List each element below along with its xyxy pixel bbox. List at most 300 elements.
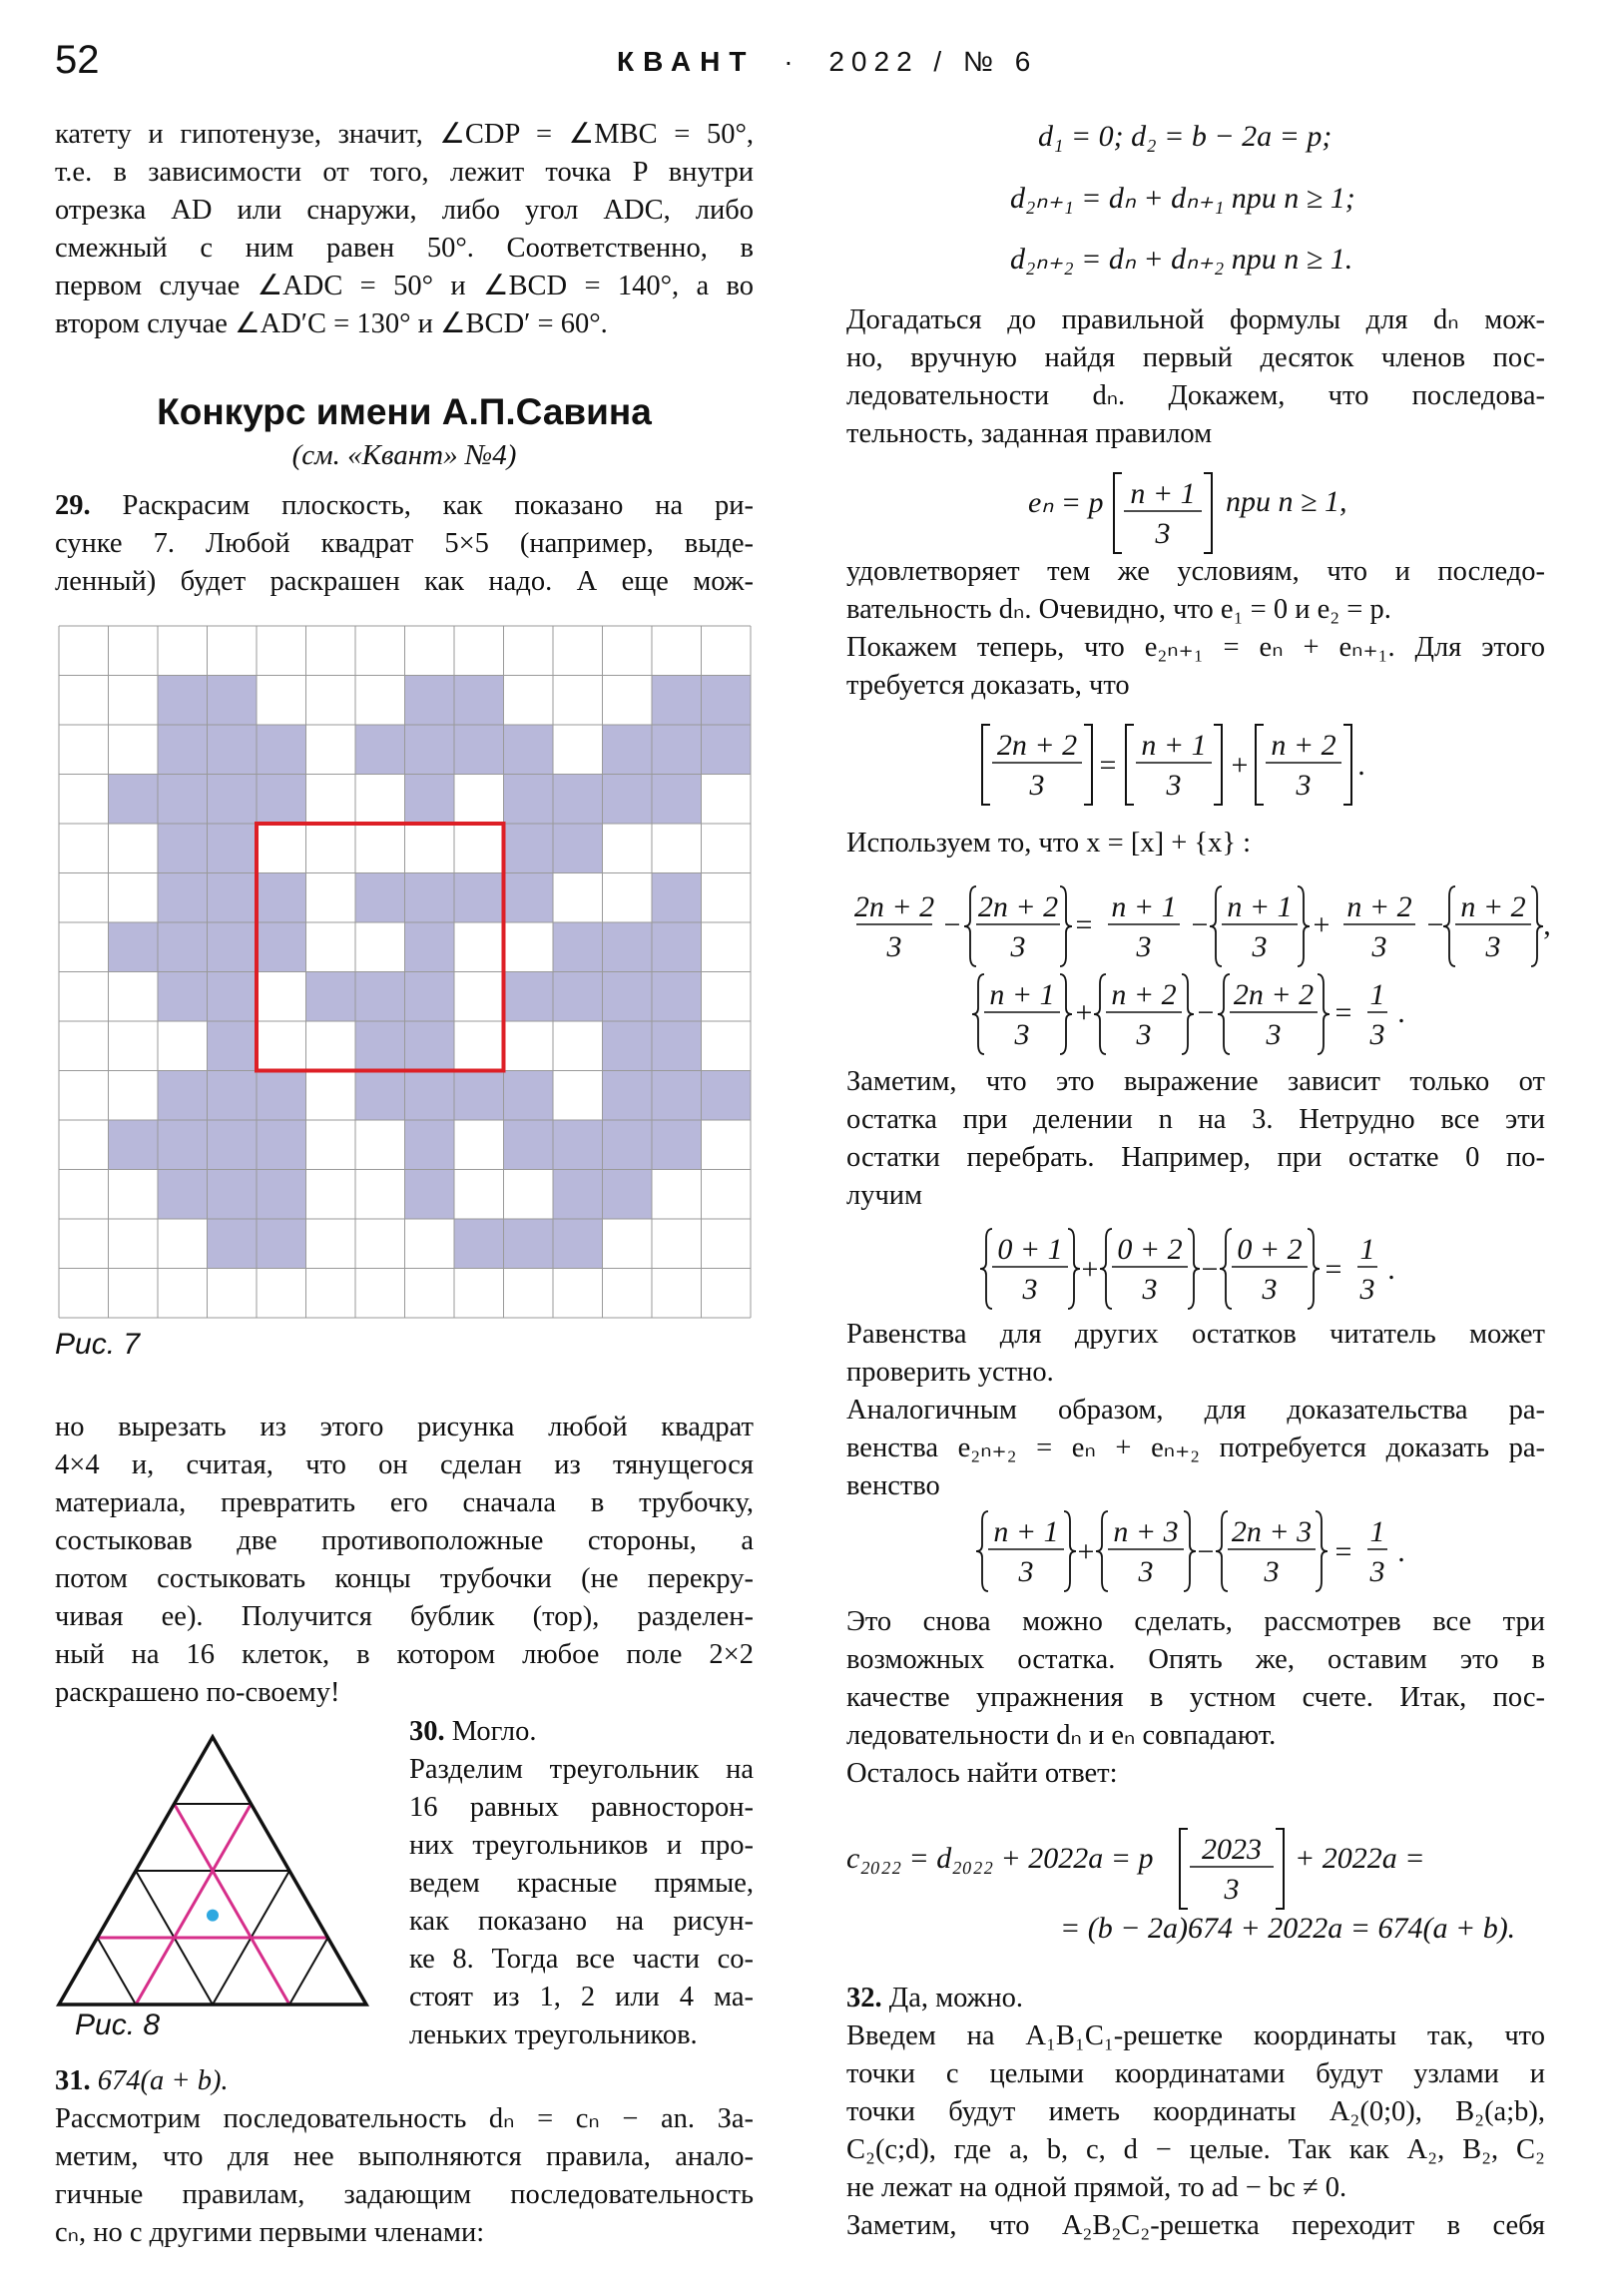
formula-operator: − [1197, 996, 1215, 1029]
formula-operator: − [943, 908, 961, 941]
formula-operator: − [1191, 908, 1209, 941]
fraction-numerator: n + 1 [1141, 729, 1207, 762]
text-line: венство [846, 1470, 940, 1501]
text-line: ленный) будет раскрашен как надо. А еще мож- [55, 566, 754, 597]
shaded-cell [504, 972, 554, 1022]
shaded-cell [405, 922, 455, 972]
fraction-numerator: 2n + 2 [977, 890, 1059, 923]
floor-bracket-right [1084, 725, 1092, 805]
text-line: сунке 7. Любой квадрат 5×5 (например, выде- [55, 528, 754, 559]
text-line: 4×4 и, считая, что он сделан из тянущегося [55, 1449, 754, 1480]
fraction-numerator: n + 2 [1460, 890, 1526, 923]
fraction-denominator: 3 [1022, 1273, 1038, 1306]
shaded-cell [355, 1021, 405, 1071]
formula-operator: . [1357, 749, 1365, 782]
fraction-numerator: 2n + 2 [1233, 978, 1315, 1011]
brace-left [1218, 974, 1230, 1054]
fraction-denominator: 3 [1014, 1018, 1030, 1051]
problem-30-text [409, 1713, 754, 2054]
text-line: Покажем теперь, что e₂ₙ₊₁ = eₙ + eₙ₊₁. Для этого [846, 632, 1545, 663]
red-line [175, 1804, 290, 2005]
brace-right [1298, 886, 1310, 966]
fraction-numerator: n + 2 [1271, 729, 1336, 762]
problem-number: 31. [55, 2065, 91, 2096]
brace-left [1220, 1229, 1232, 1309]
text-line [409, 1713, 754, 1751]
brace-right [1064, 1511, 1076, 1591]
text-span: Могло. [451, 1716, 537, 1747]
shaded-cell [504, 1071, 554, 1121]
fraction-numerator: n + 1 [1227, 890, 1293, 923]
shaded-cell [355, 1071, 405, 1121]
final-formula-fraction [1176, 1825, 1292, 1915]
text-line: лучим [846, 1180, 923, 1211]
fraction-denominator: 3 [886, 930, 902, 963]
problem-answer: 674(a + b). [97, 2065, 229, 2096]
red-line [136, 1804, 252, 2005]
brace-left [1094, 974, 1106, 1054]
shaded-cell [208, 1170, 258, 1220]
fraction-numerator: 1 [1369, 1515, 1385, 1548]
brace-left [1216, 1511, 1228, 1591]
formula-operator: − [1197, 1535, 1215, 1568]
shaded-cell [306, 972, 356, 1022]
page-number: 52 [55, 38, 100, 82]
shaded-cell [405, 1021, 455, 1071]
shaded-cell [603, 725, 653, 775]
shaded-cell [652, 972, 702, 1022]
shaded-cell [109, 1120, 159, 1170]
shaded-cell [355, 873, 405, 923]
shaded-cell [158, 824, 208, 873]
shaded-cell [504, 824, 554, 873]
formula-fractional-parts [846, 878, 1555, 1058]
fraction-denominator: 3 [1166, 769, 1182, 802]
shaded-cell [208, 824, 258, 873]
fraction-numerator: 2n + 2 [853, 890, 935, 923]
shaded-cell [405, 676, 455, 726]
figure-7-caption: Рис. 7 [55, 1328, 141, 1361]
formula-operator: . [1387, 1253, 1395, 1286]
figure-7-grid [57, 624, 756, 1323]
shaded-cell [652, 922, 702, 972]
text-line: материала, превратить его сначала в трубочку, [55, 1487, 754, 1518]
fraction-numerator: 1 [1359, 1233, 1375, 1266]
intro-text [55, 116, 754, 343]
problem-number: 32. [846, 1983, 882, 2013]
shaded-cell [553, 824, 603, 873]
formula-remainder-zero [978, 1223, 1427, 1313]
formula-d1-d2: d₁ = 0; d₂ = b − 2a = p; [1038, 120, 1332, 153]
center-dot [207, 1910, 219, 1922]
shaded-cell [208, 1071, 258, 1121]
shaded-cell [652, 873, 702, 923]
formula-operator: . [1397, 996, 1405, 1029]
text-line: Заметим, что A₂B₂C₂-решетка переходит в себя [846, 2210, 1545, 2241]
fraction-numerator: n + 2 [1346, 890, 1412, 923]
fraction-numerator: 0 + 2 [1117, 1233, 1183, 1266]
text-line: остатка при делении n на 3. Нетрудно все эти [846, 1104, 1545, 1135]
shaded-cell [702, 676, 752, 726]
shaded-cell [504, 1219, 554, 1269]
shaded-cell [405, 1120, 455, 1170]
shaded-cell [504, 725, 554, 775]
paragraph-remainder [846, 1063, 1545, 1215]
fraction-numerator: n + 1 [989, 978, 1055, 1011]
fraction-numerator: 0 + 1 [997, 1233, 1063, 1266]
shaded-cell [109, 922, 159, 972]
journal-name: КВАНТ [617, 46, 756, 77]
fraction-denominator: 3 [1369, 1555, 1385, 1588]
shaded-cell [158, 1120, 208, 1170]
brace-left [1100, 1229, 1112, 1309]
text-line: C₂(c;d), где a, b, c, d − целые. Так как A₂, B₂, C₂ [846, 2134, 1545, 2165]
shaded-cell [158, 1071, 208, 1121]
text-line: ный на 16 клеток, в котором любое поле 2×2 [55, 1639, 754, 1670]
brace-right [1188, 1229, 1200, 1309]
shaded-cell [158, 972, 208, 1022]
problem-29-text [55, 487, 754, 601]
text-line: них треугольников и про- [409, 1830, 754, 1861]
text-line: точки будут иметь координаты A₂(0;0), B₂(a;b), [846, 2096, 1545, 2127]
formula-d-even: d₂ₙ₊₂ = dₙ + dₙ₊₂ при n ≥ 1. [1010, 243, 1353, 276]
text-line: точки с целыми координатами будут узлами и [846, 2058, 1545, 2089]
text-line: леньких треугольников. [409, 2019, 698, 2050]
shaded-cell [603, 1120, 653, 1170]
text-line: Это снова можно сделать, рассмотрев все три [846, 1606, 1545, 1637]
header-separator: · [784, 46, 800, 77]
text-line: ледовательности dₙ. Докажем, что последова- [846, 380, 1545, 411]
text-span: Раскрасим плоскость, как показано на ри- [122, 490, 754, 521]
shaded-cell [405, 873, 455, 923]
fraction-denominator: 3 [1010, 930, 1026, 963]
shaded-cell [405, 725, 455, 775]
fraction-denominator: 3 [1369, 1018, 1385, 1051]
shaded-cell [257, 922, 306, 972]
shaded-cell [603, 775, 653, 825]
triangle-line [289, 1938, 328, 2005]
fraction-numerator: n + 1 [1130, 477, 1196, 510]
fraction-numerator: n + 1 [1111, 890, 1177, 923]
text-line: не лежат на одной прямой, то ad − bc ≠ 0. [846, 2172, 1347, 2203]
formula-operator: = [1325, 1253, 1342, 1286]
shaded-cell [257, 725, 306, 775]
fraction-denominator: 3 [1029, 769, 1045, 802]
problem-32-text [846, 1980, 1545, 2245]
floor-bracket-left [1256, 725, 1264, 805]
text-line [846, 1980, 1545, 2017]
text-line: метим, что для нее выполняются правила, анало- [55, 2141, 754, 2172]
shaded-cell [652, 676, 702, 726]
fraction-numerator: n + 1 [993, 1515, 1059, 1548]
brace-left [964, 886, 976, 966]
shaded-cell [702, 725, 752, 775]
text-line: вательность dₙ. Очевидно, что e₁ = 0 и e₂ = p. [846, 594, 1391, 625]
formula-operator: . [1397, 1535, 1405, 1568]
fraction-denominator: 3 [1264, 1555, 1280, 1588]
fraction-denominator: 3 [1155, 517, 1171, 550]
fraction-numerator: 2023 [1202, 1833, 1262, 1866]
formula-operator: , [1543, 908, 1551, 941]
brace-right [1182, 974, 1194, 1054]
floor-bracket-left [1126, 725, 1134, 805]
formula-second-identity [974, 1505, 1443, 1595]
shaded-cell [553, 1219, 603, 1269]
text-line: втором случае ∠AD′C = 130° и ∠BCD′ = 60°. [55, 308, 608, 339]
formula-operator: + [1231, 749, 1249, 782]
shaded-cell [652, 1071, 702, 1121]
shaded-cell [405, 1071, 455, 1121]
fraction-numerator: n + 3 [1113, 1515, 1179, 1548]
formula-en-fraction [1108, 469, 1218, 559]
text-line: Разделим треугольник на [409, 1754, 754, 1785]
after-figure-7-text [55, 1409, 754, 1712]
shaded-cell [454, 676, 504, 726]
shaded-cell [553, 775, 603, 825]
brace-right [1316, 1511, 1328, 1591]
fraction-denominator: 3 [1359, 1273, 1375, 1306]
text-line: как показано на рисун- [409, 1906, 754, 1937]
text-line: Догадаться до правильной формулы для dₙ мож- [846, 304, 1545, 335]
text-line: Равенства для других остатков читатель может [846, 1319, 1545, 1350]
floor-bracket-right [1204, 473, 1212, 553]
shaded-cell [553, 1170, 603, 1220]
formula-operator: + [1075, 996, 1093, 1029]
shaded-cell [603, 972, 653, 1022]
floor-bracket-left [982, 725, 990, 805]
shaded-cell [454, 1071, 504, 1121]
text-line: но вырезать из этого рисунка любой квадрат [55, 1412, 754, 1442]
formula-operator: = [1099, 749, 1117, 782]
shaded-cell [158, 873, 208, 923]
shaded-cell [355, 972, 405, 1022]
brace-left [976, 1511, 988, 1591]
fraction-denominator: 3 [1142, 1273, 1158, 1306]
fraction-denominator: 3 [1485, 930, 1501, 963]
problem-number: 29. [55, 490, 91, 521]
text-line: остатки перебрать. Например, при остатке 0 по- [846, 1142, 1545, 1173]
problem-31-text [55, 2062, 754, 2252]
shaded-cell [257, 1170, 306, 1220]
final-formula-left: c₂₀₂₂ = d₂₀₂₂ + 2022a = p [846, 1842, 1154, 1875]
fraction-numerator: 0 + 2 [1237, 1233, 1303, 1266]
formula-operator: + [1081, 1253, 1099, 1286]
fraction-numerator: n + 2 [1111, 978, 1177, 1011]
shaded-cell [553, 972, 603, 1022]
shaded-cell [652, 725, 702, 775]
floor-bracket-right [1276, 1829, 1284, 1909]
shaded-cell [603, 1021, 653, 1071]
text-line: ледовательности dₙ и eₙ совпадают. [846, 1720, 1277, 1751]
triangle-line [98, 1938, 137, 2005]
formula-operator: = [1334, 996, 1352, 1029]
shaded-cell [454, 873, 504, 923]
brace-right [1308, 1229, 1320, 1309]
shaded-cell [208, 1120, 258, 1170]
text-line: гичные правилам, задающим последовательность [55, 2179, 754, 2210]
final-formula-line2: = (b − 2a)674 + 2022a = 674(a + b). [1060, 1912, 1516, 1945]
paragraph-conclusion [846, 1603, 1545, 1793]
shaded-cell [208, 922, 258, 972]
shaded-cell [652, 1021, 702, 1071]
fraction-numerator: 2n + 3 [1231, 1515, 1313, 1548]
text-line: т.е. в зависимости от того, лежит точка P внутри [55, 157, 754, 188]
shaded-cell [603, 1071, 653, 1121]
paragraph-guess [846, 301, 1545, 453]
text-line: 16 равных равносторон- [409, 1792, 754, 1823]
brace-right [1184, 1511, 1196, 1591]
formula-floor-identity [978, 719, 1397, 809]
text-line: катету и гипотенузе, значит, ∠CDP = ∠MBC = 50°, [55, 119, 754, 150]
brace-right [1068, 1229, 1080, 1309]
floor-bracket-left [1114, 473, 1122, 553]
fraction-denominator: 3 [1296, 769, 1312, 802]
text-line: Введем на A₁B₁C₁-решетке координаты так, что [846, 2020, 1545, 2051]
fraction-denominator: 3 [1224, 1873, 1240, 1906]
formula-en-right: при n ≥ 1, [1226, 485, 1347, 518]
problem-number: 30. [409, 1716, 445, 1747]
fraction-denominator: 3 [1266, 1018, 1282, 1051]
shaded-cell [257, 873, 306, 923]
text-line: Осталось найти ответ: [846, 1758, 1118, 1789]
shaded-cell [208, 775, 258, 825]
formula-d-odd: d₂ₙ₊₁ = dₙ + dₙ₊₁ при n ≥ 1; [1010, 182, 1355, 215]
text-line [55, 487, 754, 525]
shaded-cell [158, 922, 208, 972]
floor-bracket-right [1214, 725, 1222, 805]
shaded-cell [257, 1120, 306, 1170]
fraction-denominator: 3 [1371, 930, 1387, 963]
shaded-cell [109, 775, 159, 825]
shaded-cell [504, 1120, 554, 1170]
brace-left [972, 974, 984, 1054]
text-line: тельность, заданная правилом [846, 418, 1213, 449]
brace-right [1531, 886, 1543, 966]
fraction-denominator: 3 [1262, 1273, 1278, 1306]
brace-left [1096, 1511, 1108, 1591]
fraction-denominator: 3 [1018, 1555, 1034, 1588]
text-line: венства e₂ₙ₊₂ = eₙ + eₙ₊₂ потребуется доказать ра- [846, 1433, 1545, 1463]
text-line: Заметим, что это выражение зависит только от [846, 1066, 1545, 1097]
text-line: ведем красные прямые, [409, 1868, 754, 1899]
final-formula-right: + 2022a = [1295, 1842, 1425, 1875]
text-line: cₙ, но с другими первыми членами: [55, 2217, 485, 2248]
text-line: Аналогичным образом, для доказательства ра- [846, 1395, 1545, 1426]
shaded-cell [208, 1219, 258, 1269]
text-line: Рассмотрим последовательность dₙ = cₙ − an. За- [55, 2103, 754, 2134]
shaded-cell [158, 1170, 208, 1220]
shaded-cell [257, 1219, 306, 1269]
fraction-numerator: 1 [1369, 978, 1385, 1011]
text-line: качестве упражнения в устном счете. Итак, пос- [846, 1682, 1545, 1713]
figure-8-caption: Рис. 8 [75, 2009, 161, 2041]
text-line: смежный с ним равен 50°. Соответственно, в [55, 233, 754, 264]
shaded-cell [208, 676, 258, 726]
fraction-denominator: 3 [1138, 1555, 1154, 1588]
brace-left [980, 1229, 992, 1309]
text-line: стоят из 1, 2 или 4 ма- [409, 1982, 754, 2012]
problem-answer: Да, можно. [888, 1983, 1023, 2013]
text-line [55, 2062, 754, 2100]
shaded-cell [504, 775, 554, 825]
shaded-cell [208, 725, 258, 775]
fraction-denominator: 3 [1136, 930, 1152, 963]
text-line: ке 8. Тогда все части со- [409, 1944, 754, 1975]
figure-8-triangle [55, 1729, 374, 2028]
shaded-cell [208, 873, 258, 923]
section-subtitle: (см. «Квант» №4) [291, 439, 517, 471]
shaded-cell [257, 1071, 306, 1121]
shaded-cell [355, 725, 405, 775]
formula-en-left: eₙ = p [1028, 486, 1104, 519]
floor-bracket-right [1343, 725, 1351, 805]
brace-left [1443, 886, 1455, 966]
paragraph-satisfies [846, 553, 1545, 705]
text-line: требуется доказать, что [846, 670, 1130, 701]
shaded-cell [257, 775, 306, 825]
shaded-cell [405, 972, 455, 1022]
brace-left [1210, 886, 1222, 966]
fraction-denominator: 3 [1136, 1018, 1152, 1051]
text-line: возможных остатка. Опять же, оставим это в [846, 1644, 1545, 1675]
shaded-cell [158, 775, 208, 825]
paragraph-analogous [846, 1316, 1545, 1505]
shaded-cell [652, 775, 702, 825]
section-title: Конкурс имени А.П.Савина [157, 391, 652, 432]
text-line: раскрашено по-своему! [55, 1677, 340, 1708]
shaded-cell [553, 1120, 603, 1170]
text-line: отрезка AD или снаружи, либо угол ADC, либо [55, 195, 754, 226]
shaded-cell [405, 1170, 455, 1220]
text-line: но, вручную найдя первый десяток членов пос- [846, 342, 1545, 373]
shaded-cell [158, 676, 208, 726]
formula-operator: − [1426, 908, 1444, 941]
shaded-cell [603, 922, 653, 972]
floor-bracket-left [1180, 1829, 1188, 1909]
shaded-cell [405, 775, 455, 825]
text-line: проверить устно. [846, 1357, 1054, 1388]
text-line: состыковав две противоположные стороны, а [55, 1525, 754, 1556]
shaded-cell [553, 922, 603, 972]
brace-right [1060, 974, 1072, 1054]
running-header [617, 46, 1037, 78]
issue-number: 2022 / № 6 [828, 46, 1038, 77]
fraction-denominator: 3 [1252, 930, 1268, 963]
shaded-cell [158, 725, 208, 775]
text-line: первом случае ∠ADC = 50° и ∠BCD = 140°, а во [55, 271, 754, 301]
shaded-cell [454, 1219, 504, 1269]
shaded-cell [504, 873, 554, 923]
brace-right [1318, 974, 1330, 1054]
shaded-cell [603, 1170, 653, 1220]
fraction-numerator: 2n + 2 [996, 729, 1078, 762]
shaded-cell [702, 1071, 752, 1121]
formula-operator: = [1075, 908, 1093, 941]
text-line: удовлетворяет тем же условиям, что и последо- [846, 556, 1545, 587]
text-line: потом состыковать концы трубочки (не перекру- [55, 1563, 754, 1594]
shaded-cell [208, 972, 258, 1022]
shaded-cell [208, 1021, 258, 1071]
formula-operator: + [1313, 908, 1331, 941]
formula-operator: + [1077, 1535, 1095, 1568]
formula-operator: − [1201, 1253, 1219, 1286]
formula-operator: = [1334, 1535, 1352, 1568]
brace-right [1060, 886, 1072, 966]
text-line: чивая ее). Получится бублик (тор), разделен- [55, 1601, 754, 1632]
use-identity-line: Используем то, что x = [x] + {x} : [846, 828, 1252, 859]
shaded-cell [454, 725, 504, 775]
shaded-cell [652, 1120, 702, 1170]
